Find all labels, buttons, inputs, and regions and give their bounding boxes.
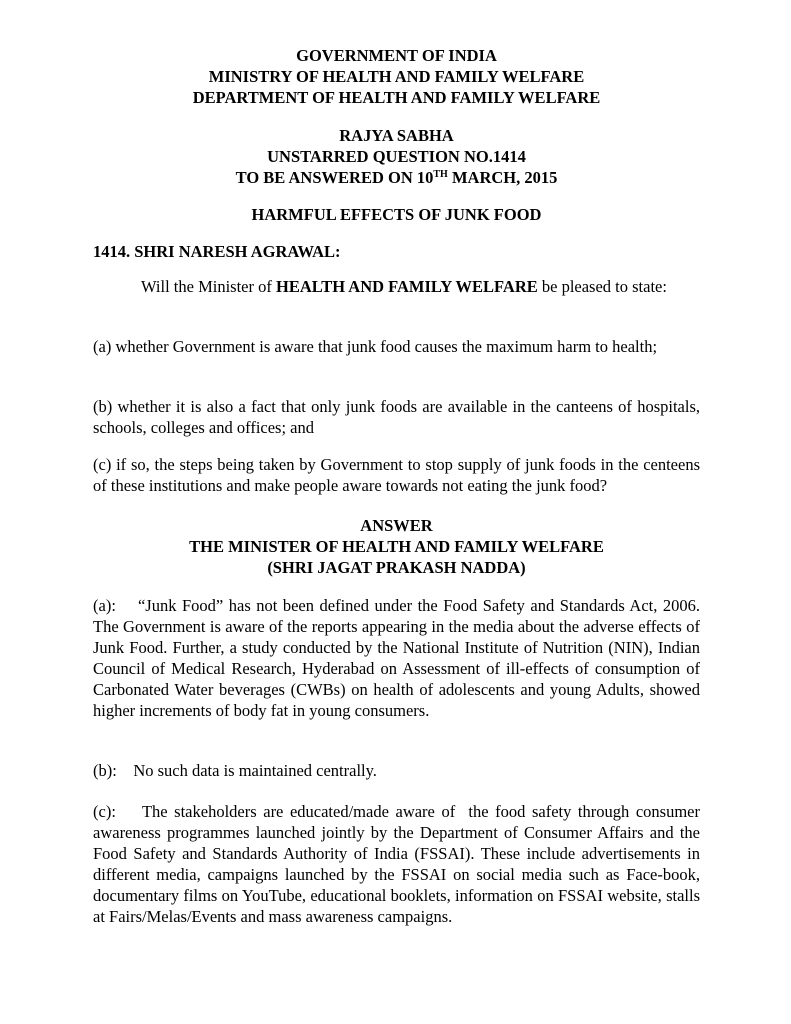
question-number: UNSTARRED QUESTION NO.1414: [267, 147, 526, 166]
answer-part-c: (c): The stakeholders are educated/made aware of the food safety through consumer awareness programmes launched jointly by the Department of Consumer Affairs and the Food Safety and Standards Authority of India (FSSAI). These include advertisements in different media, campaigns launched by the FSSAI on social media such as Face-book, documentary films on YouTube, educational booklets, information on FSSAI website, stalls at Fairs/Melas/Events and mass awareness campaigns.: [93, 802, 705, 926]
asker-name: 1414. SHRI NARESH AGRAWAL:: [93, 242, 341, 261]
answer-part-b: (b): No such data is maintained centrally.: [93, 761, 377, 780]
question-intro-ministry: HEALTH AND FAMILY WELFARE: [275, 277, 538, 296]
question-subject: HARMFUL EFFECTS OF JUNK FOOD: [251, 205, 542, 224]
minister-title: THE MINISTER OF HEALTH AND FAMILY WELFARE: [189, 537, 604, 556]
minister-name: (SHRI JAGAT PRAKASH NADDA): [267, 558, 526, 577]
question-intro-after: be pleased to state:: [537, 277, 667, 296]
question-part-c: (c) if so, the steps being taken by Government to stop supply of junk foods in the centeens of these institutions and make people aware towards not eating the junk food?: [93, 455, 700, 495]
house-name: RAJYA SABHA: [339, 126, 454, 145]
question-info: [93, 125, 700, 188]
answer-part-a: (a): “Junk Food” has not been defined under the Food Safety and Standards Act, 2006. The Government is aware of the reports appearing in the media about the adverse effects of Junk Food. Further, a study conducted by the National Institute of Nutrition (NIN), Indian Council of Medical Research, Hyderabad on Assessment of ill-effects of consumption of Carbonated Water beverages (CWBs) on health of adolescents and young Adults, showed higher increments of body fat in young consumers.: [93, 596, 705, 720]
answer-date: [93, 167, 700, 188]
question-part-a: (a) whether Government is aware that junk food causes the maximum harm to health;: [93, 337, 658, 356]
header-department: DEPARTMENT OF HEALTH AND FAMILY WELFARE: [192, 88, 601, 107]
question-part-b: (b) whether it is also a fact that only junk foods are available in the canteens of hospitals, schools, colleges and offices; and: [93, 397, 700, 437]
header-government: GOVERNMENT OF INDIA: [296, 46, 497, 65]
answer-date-superscript: TH: [433, 169, 448, 180]
question-intro: [93, 276, 700, 297]
header-ministry: MINISTRY OF HEALTH AND FAMILY WELFARE: [208, 67, 585, 86]
answer-heading-block: [93, 515, 700, 578]
question-intro-before: Will the Minister of: [141, 277, 276, 296]
answer-date-prefix: TO BE ANSWERED ON 10: [235, 168, 434, 187]
document-header: [93, 45, 700, 108]
answer-heading: ANSWER: [360, 516, 433, 535]
answer-date-suffix: MARCH, 2015: [447, 168, 558, 187]
